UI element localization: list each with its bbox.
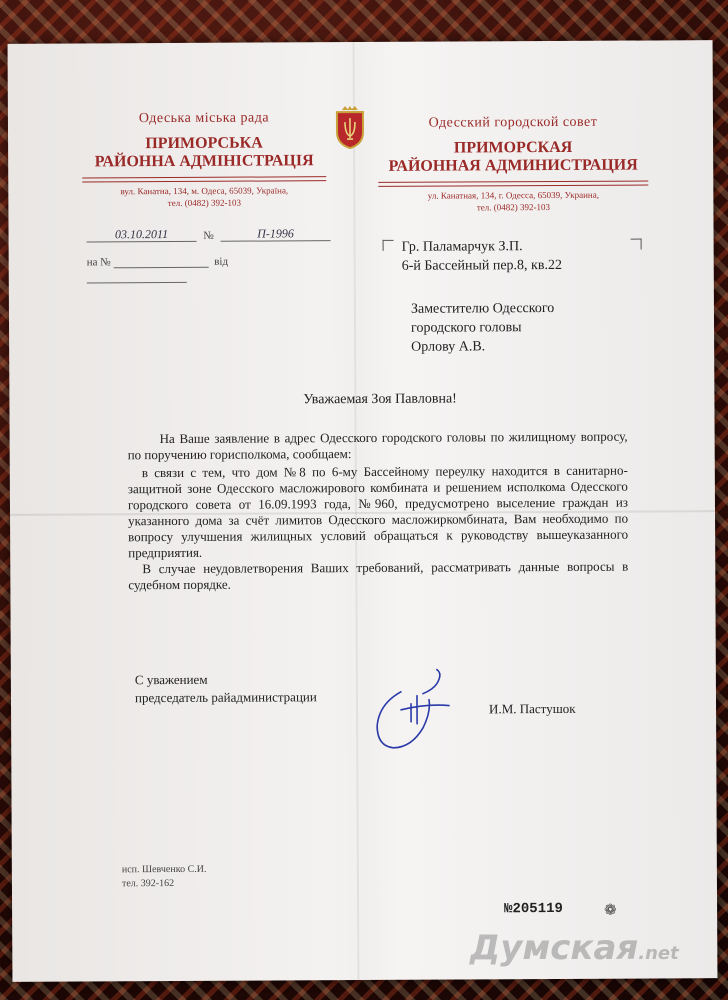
header-russian — [378, 115, 649, 214]
ornament-icon: ❁ — [604, 902, 617, 919]
recipient-block — [402, 237, 562, 276]
copy-recipient-line3: Орлову А.В. — [411, 339, 486, 355]
watermark — [470, 928, 679, 968]
signoff-title: председатель райадминистрации — [134, 689, 317, 706]
copy-recipient-block — [411, 299, 555, 357]
header-ukrainian — [82, 110, 327, 209]
watermark-suffix: .net — [638, 943, 679, 964]
letter-greeting: Уважаемая Зоя Павловна! — [303, 391, 457, 408]
ref-from-label: від — [214, 255, 229, 268]
signoff-closing: С уважением — [134, 671, 208, 688]
ref-number-field — [113, 253, 208, 268]
address-ru-line2: тел. (0482) 392-103 — [476, 202, 551, 213]
handwritten-signature-icon — [371, 664, 453, 759]
serial-number: №205119 — [504, 900, 563, 918]
council-name-ua: Одеська міська рада — [138, 110, 270, 127]
recipient-address: 6-й Бассейный пер.8, кв.22 — [401, 257, 562, 274]
copy-recipient-line2: городского головы — [411, 320, 522, 336]
registration-number-label: № — [203, 229, 214, 242]
registration-date-line — [87, 226, 333, 242]
letter-paragraph-1: На Ваше заявление в адрес Одесского городского головы по жилищному вопросу, по поручению горисполкома, сообщаем: — [127, 428, 628, 463]
registration-date: 03.10.2011 — [87, 227, 197, 243]
ref-date-field — [87, 268, 187, 284]
address-ua-line1: вул. Канатна, 134, м. Одеса, 65039, Україна, — [120, 185, 289, 197]
address-corner-right — [631, 239, 642, 250]
ref-number-label: на № — [86, 256, 111, 269]
copy-recipient-line1: Заместителю Одесского — [410, 300, 555, 317]
council-name-ru: Одесский городской совет — [428, 114, 598, 131]
signoff-block — [135, 670, 317, 707]
signatory-name: И.М. Пастушок — [488, 700, 576, 717]
address-corner-left — [383, 240, 394, 251]
admin-name-ua-line2: РАЙОННА АДМІНІСТРАЦІЯ — [94, 152, 314, 171]
header-rule-ru — [378, 180, 648, 186]
address-ua-line2: тел. (0482) 392-103 — [167, 197, 241, 209]
recipient-name: Гр. Паламарчук З.П. — [401, 239, 523, 255]
letter-sheet — [8, 40, 718, 982]
registration-ref-line — [87, 252, 333, 283]
admin-name-ru-line1: ПРИМОРСКАЯ — [453, 138, 573, 157]
letter-paragraph-2: в связи с тем, что дом №8 по 6-му Бассейному переулку находится в санитарно-защитной зоне Одесского масложирового комбината и решением исполкома Одесского городского совета от 16.09.1993 года, №960, предусмотрено выселение граждан из указанного дома за счёт лимитов Одесского масложиркомбината, Вам необходимо по вопросу улучшения жилищных условий обращаться к руководству вышеуказанного предприятия. — [127, 462, 629, 561]
executor-phone: тел. 392-162 — [121, 877, 175, 890]
executor-name: исп. Шевченко С.И. — [121, 863, 207, 876]
executor-block — [122, 863, 207, 891]
admin-name-ua-line1: ПРИМОРСЬКА — [145, 134, 263, 153]
registration-number: П-1996 — [221, 226, 331, 242]
address-ru-line1: ул. Канатная, 134, г. Одесса, 65039, Украина, — [427, 189, 599, 201]
admin-name-ru — [378, 138, 648, 175]
watermark-text: Думская — [470, 928, 639, 968]
odessa-coat-of-arms-icon — [334, 106, 366, 150]
admin-name-ua — [82, 134, 326, 171]
admin-name-ru-line2: РАЙОННАЯ АДМИНИСТРАЦИЯ — [388, 156, 638, 175]
header-rule-ua — [82, 176, 326, 182]
letter-paragraph-3: В случае неудовлетворения Ваших требований, рассматривать данные вопросы в судебном порядке. — [128, 558, 629, 593]
